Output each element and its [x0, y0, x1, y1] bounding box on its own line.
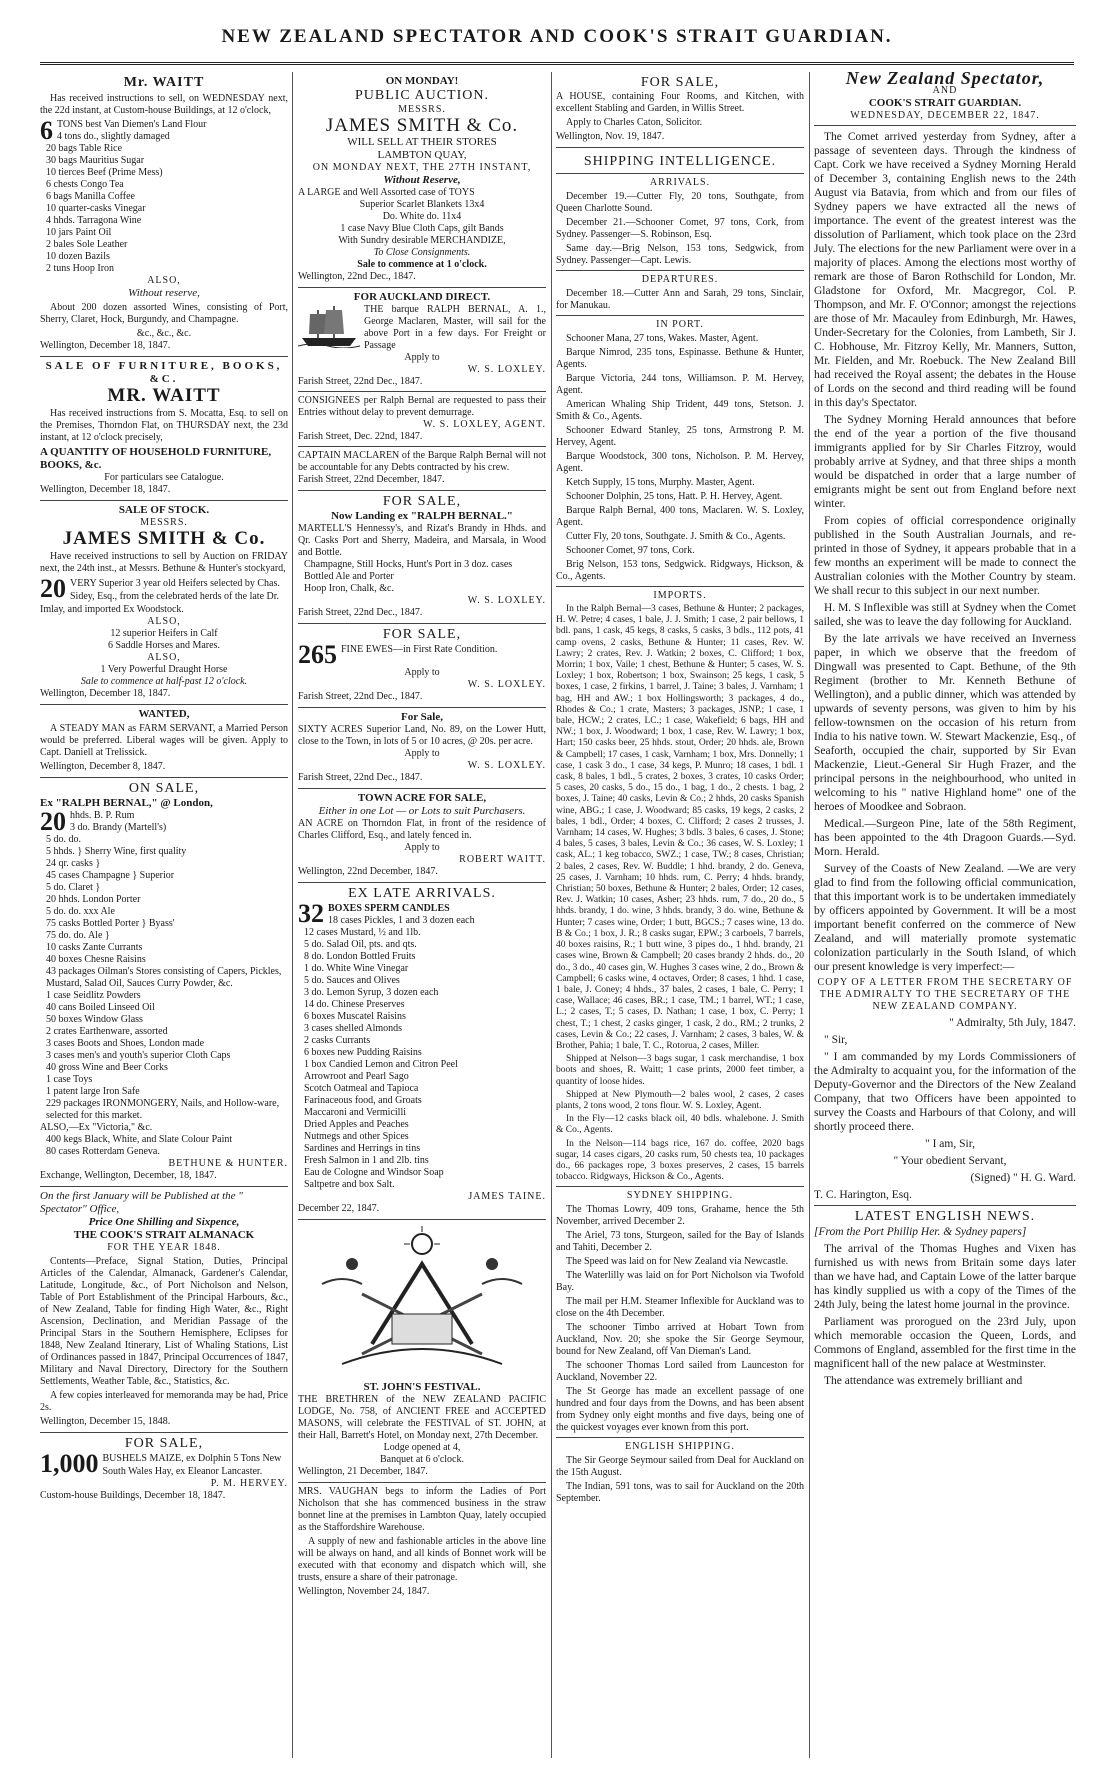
ad-note: Lodge opened at 4,: [383, 1442, 461, 1453]
ad-body: BUSHELS MAIZE, ex Dolphin 5 Tons New South Wales Hay, ex Eleanor Lancaster.: [102, 1453, 282, 1477]
ad-auctioneer: JAMES SMITH & Co.: [325, 115, 519, 136]
ad-furniture-sale: [40, 357, 288, 501]
list-item: 5 hhds. } Sherry Wine, first quality: [46, 846, 187, 857]
ad-signature: W. S. LOXLEY.: [467, 760, 546, 771]
item-list: [40, 1134, 288, 1158]
list-item: 14 do. Chinese Preserves: [304, 999, 405, 1010]
list-item: 5 do. do.: [46, 834, 81, 845]
ad-body: CAPTAIN MACLAREN of the Barque Ralph Bernal will not be accountable for any Debts contracted by his crew.: [298, 450, 546, 473]
list-item: 2 tuns Hoop Iron: [46, 263, 115, 274]
list-item: 3 do. Lemon Syrup, 3 dozen each: [304, 987, 439, 998]
ad-signature: P. M. HERVEY.: [210, 1478, 288, 1489]
ad-item: 6 Saddle Horses and Mares.: [108, 640, 220, 651]
subsection-heading: ENGLISH SHIPPING.: [625, 1441, 735, 1453]
list-item: Dried Apples and Peaches: [304, 1119, 409, 1130]
ad-body: MARTELL'S Hennessy's, and Rizat's Brandy in Hhds. and Qr. Casks Port and Sherry, Madeira, and Marsala, in Wood and Bottle.: [298, 523, 546, 558]
apply-label: Apply to Charles Caton, Solicitor.: [566, 117, 703, 128]
list-item: With Sundry desirable MERCHANDIZE,: [338, 235, 506, 246]
sydney-shipping-entry: The St George has made an excellent passage of one hundred and four days from the Downs, and has been absent from Sydney only eight months and five days, being one of the quickest voyages ever known from this port.: [556, 1386, 804, 1434]
editorial-subtitle: COOK'S STRAIT GUARDIAN.: [868, 97, 1022, 109]
letter-closing: " I am, Sir,: [925, 1138, 975, 1150]
list-item: hhds. B. P. Rum: [70, 810, 135, 821]
sydney-shipping-list: [556, 1204, 804, 1434]
item-list: [298, 559, 546, 595]
english-shipping-list: [556, 1455, 804, 1505]
ad-signature: W. S. LOXLEY.: [467, 595, 546, 606]
ad-house-for-sale: [556, 72, 804, 148]
port-entry: Brig Nelson, 153 tons, Sedgwick. Ridgways, Hickson, & Co., Agents.: [556, 559, 804, 582]
letter-salutation: " Sir,: [824, 1034, 848, 1046]
ad-body: A supply of new and fashionable articles in the above line will be always on hand, and all kinds of Bonnet work will be executed with that economy and dispatch which will, she trusts, ensure a share of their patronage.: [298, 1536, 546, 1583]
port-entry: Barque Nimrod, 235 tons, Espinasse. Bethune & Hunter, Agents.: [556, 347, 804, 370]
list-item: 10 tierces Beef (Prime Mess): [46, 167, 163, 178]
port-entry: Barque Victoria, 244 tons, Williamson. P. M. Hervey, Agent.: [556, 373, 804, 396]
list-item: 12 cases Mustard, ½ and 1lb.: [304, 927, 421, 938]
ad-date: Wellington, 22nd December, 1847.: [298, 866, 438, 877]
column-rule: [551, 72, 552, 1758]
list-item: Eau de Cologne and Windsor Soap: [304, 1167, 444, 1178]
list-item: 3 cases men's and youth's superior Cloth Caps: [46, 1050, 231, 1061]
ad-subheading: Now Landing ex "RALPH BERNAL.": [331, 510, 513, 522]
letter-closing: " Your obedient Servant,: [893, 1155, 1007, 1167]
editorial-paragraph: The Comet arrived yesterday from Sydney, after a passage of seventeen days. Through the kindness of Capt. Cork we have received a Sydney Morning Herald of December 3, containing English news to the 24th August via Batavia, from which and from our files of Sydney papers we have extracted all the news of importance. The event of the greatest interest was the dissolution of Parliament, which took place on the 23rd July. The elections for the new Parliament were over in a majority of places. Among the elections most worthy of remark are those of Baron Rothschild for London, Mr. Gladstone for Oxford, Mr. Macgregor, Col. P. Thompson, and Mr. F. O'Connor; amongst the rejections are those of Mr. Macauley from Edinburgh, Mr. Hawes, Under-Secretary for the Colonies, from Lambeth, Sir J. C. Hobhouse, Mr. Fitzroy Kelly, Mr. Manners, Sutton, Mr. Fielden, and Mr. Roebuck. The New Zealand Bill had received the Royal assent; the debates in the House of Lords on the second and third reading will be found in this day's Spectator.: [814, 131, 1076, 409]
ad-date: Wellington, December 15, 1848.: [40, 1416, 171, 1427]
subsection-heading: IN PORT.: [656, 319, 704, 330]
list-item: 45 cases Champagne } Superior: [46, 870, 175, 881]
ad-date: Wellington, Nov. 19, 1847.: [556, 131, 665, 142]
item-list: [40, 116, 288, 275]
list-item: 1 do. White Wine Vinegar: [304, 963, 409, 974]
list-item: 2 casks Currants: [304, 1035, 371, 1046]
port-entry: Schooner Comet, 97 tons, Cork.: [566, 545, 695, 556]
list-item: 5 do. Sauces and Olives: [304, 975, 400, 986]
list-item: 50 boxes Window Glass: [46, 1014, 143, 1025]
quantity-number: 265: [298, 640, 337, 669]
list-item: 10 dozen Bazils: [46, 251, 110, 262]
editorial-masthead: New Zealand Spectator,: [845, 72, 1045, 88]
ad-heading: TOWN ACRE FOR SALE,: [357, 792, 487, 804]
list-item: 6 boxes Muscatel Raisins: [304, 1011, 406, 1022]
ad-subheading: Ex "RALPH BERNAL," @ London,: [40, 797, 213, 809]
ad-intro: Have received instructions to sell by Auction on FRIDAY next, the 24th inst., at Messrs. Bethune & Hunter's stockyard,: [40, 551, 288, 574]
editorial-paragraph: Survey of the Coasts of New Zealand. —We are very glad to find from the following official communication, that this important work is to be undertaken immediately by officers appointed by Government. It will be a most important benefit conferred on the commerce of New Zealand, and will materially promote systematic colonization particularly in the South Island, of which our present knowledge is very imperfect:—: [814, 863, 1076, 973]
column-rule: [809, 72, 810, 1758]
masthead-and: AND: [932, 85, 958, 96]
ad-date: Wellington, November 24, 1847.: [298, 1586, 430, 1597]
quantity-number: 20: [40, 574, 66, 603]
subsection-heading: SYDNEY SHIPPING.: [626, 1190, 734, 1202]
also-label: ALSO,: [147, 616, 181, 627]
ad-date: Farish Street, 22nd December, 1847.: [298, 474, 445, 485]
port-entry: Ketch Supply, 15 tons, Murphy. Master, Agent.: [566, 477, 755, 488]
ad-body: A HOUSE, containing Four Rooms, and Kitchen, with excellent Stabling and Garden, in Willis Street.: [556, 91, 804, 114]
ad-signature: JAMES TAINE.: [468, 1191, 546, 1202]
list-item: 30 bags Mauritius Sugar: [46, 155, 145, 166]
ad-date: Wellington, December 18, 1847.: [40, 688, 171, 699]
list-item: 18 cases Pickles, 1 and 3 dozen each: [328, 915, 475, 926]
list-item: 3 cases shelled Almonds: [304, 1023, 403, 1034]
ad-date: Exchange, Wellington, December, 18, 1847.: [40, 1170, 217, 1181]
imports-text: In the Nelson—114 bags rice, 167 do. coffee, 2020 bags sugar, 14 cases cigars, 20 casks rum, 50 chests tea, 10 packages do., 66 packages rope, 3 boxes preserves, 2 cases, 15 barrels tobacco. Ridgways, Hickson & Co., Agents.: [556, 1138, 804, 1183]
ad-wanted: [40, 705, 288, 778]
ad-date: Custom-house Buildings, December 18, 1847.: [40, 1490, 226, 1501]
etc: &c., &c., &c.: [136, 328, 192, 339]
ad-maize: [40, 1433, 288, 1506]
also-label: ALSO,—Ex "Victoria," &c.: [40, 1122, 153, 1133]
port-entry: Barque Woodstock, 300 tons, Nicholson. P. M. Hervey, Agent.: [556, 451, 804, 474]
ad-body: About 200 dozen assorted Wines, consisting of Port, Sherry, Claret, Hock, Burgundy, and Champagne.: [40, 302, 288, 325]
list-item: 1 box Candied Lemon and Citron Peel: [304, 1059, 458, 1070]
list-item: 10 jars Paint Oil: [46, 227, 112, 238]
list-item: 1 case Navy Blue Cloth Caps, gilt Bands: [340, 223, 504, 234]
column-rule: [292, 72, 293, 1758]
shipping-intelligence: [556, 154, 804, 1505]
ad-place: LAMBTON QUAY,: [377, 149, 467, 161]
masonic-emblem-icon: [302, 1224, 542, 1374]
imports-text: In the Fly—12 casks black oil, 40 bdls. whalebone. J. Smith & Co., Agents.: [556, 1114, 804, 1136]
list-item: 4 tons do., slightly damaged: [57, 131, 170, 142]
item-list: [298, 199, 546, 247]
list-item: 2 bales Sole Leather: [46, 239, 128, 250]
ad-note: For particulars see Catalogue.: [104, 472, 224, 483]
masthead: [40, 18, 1074, 65]
list-item: Hoop Iron, Chalk, &c.: [304, 583, 394, 594]
list-item: Do. White do. 11x4: [382, 211, 462, 222]
item-list: [298, 915, 546, 1191]
ad-date: Farish Street, Dec. 22nd, 1847.: [298, 431, 423, 442]
column-2: [298, 72, 546, 1758]
list-item: 4 hhds. Tarragona Wine: [46, 215, 142, 226]
ad-signature: BETHUNE & HUNTER.: [168, 1158, 288, 1169]
ad-note: Sale to commence at half-past 12 o'clock.: [80, 676, 248, 687]
price: Price One Shilling and Sixpence,: [88, 1216, 240, 1228]
list-item: 80 cases Rotterdam Geneva.: [46, 1146, 160, 1157]
list-item: 24 qr. casks }: [46, 858, 101, 869]
ad-item: 12 superior Heifers in Calf: [110, 628, 218, 639]
ad-heading: PUBLIC AUCTION.: [354, 88, 489, 103]
year: FOR THE YEAR 1848.: [107, 1242, 221, 1253]
ad-signature: W. S. LOXLEY, AGENT.: [423, 419, 546, 430]
ad-signature: ROBERT WAITT.: [459, 854, 546, 865]
item-list: [40, 807, 288, 1122]
column-4: [814, 72, 1076, 1758]
ad-heading: FOR SALE,: [382, 627, 462, 642]
list-item: 10 casks Zante Currants: [46, 942, 143, 953]
list-item: 8 do. London Bottled Fruits: [304, 951, 416, 962]
list-item: Farinaceous food, and Groats: [304, 1095, 422, 1106]
ad-ewes: [298, 624, 546, 708]
english-shipping-entry: The Indian, 591 tons, was to sail for Auckland on the 20th September.: [556, 1481, 804, 1505]
letter-signature: (Signed) " H. G. Ward.: [970, 1172, 1076, 1184]
quantity-number: 32: [298, 899, 324, 928]
list-item: Champagne, Still Hocks, Hunt's Port in 3 doz. cases: [304, 559, 513, 570]
ad-body: THE barque RALPH BERNAL, A. 1., George Maclaren, Master, will sail for the above Port in a few days. For Freight or Passage: [364, 304, 546, 351]
ad-public-auction: [298, 72, 546, 288]
apply-label: Apply to: [404, 748, 440, 759]
list-item: 43 packages Oilman's Stores consisting of Capers, Pickles, Mustard, Salad Oil, Sauces Curry Powder, &c.: [46, 966, 282, 989]
list-item: 10 quarter-casks Vinegar: [46, 203, 146, 214]
port-entry: Barque Ralph Bernal, 400 tons, Maclaren. W. S. Loxley, Agent.: [556, 505, 804, 528]
ad-heading: ST. JOHN'S FESTIVAL.: [363, 1381, 481, 1393]
ad-signature: W. S. LOXLEY.: [467, 364, 546, 375]
ad-heading: FOR SALE,: [124, 1436, 204, 1451]
ad-note: Banquet at 6 o'clock.: [380, 1454, 464, 1465]
list-item: 5 do. do. xxx Ale: [46, 906, 115, 917]
ad-almanack: [40, 1187, 288, 1433]
ad-body: VERY Superior 3 year old Heifers selected by Chas. Sidey, Esq., from the celebrated herds of the late Dr. Imlay, and imported Ex Woodstock.: [40, 578, 280, 615]
editorial-paragraph: By the late arrivals we have received an Inverness paper, in which we observe that the freedom of Dingwall was presented to Capt. Bethune, of the 9th Regiment (brother to Mr. Kenneth Bethune of Wellington), and a public dinner, which was attended by upwards of seventy persons, was given to him by his fellow-townsmen on the occasion of his return from India to his native town. W. Stewart Mackenzie, Esq., of Seaforth, occupied the chair, supported by Sir Evan Mackenzie, Lieut.-General Sir Hugh Frazer, and the principal persons in the neighbourhood, who united in welcoming to his " native Highland home" one of the heroes of Moodkee and Sobraon.: [814, 633, 1076, 813]
list-item: Fresh Salmon in 1 and 2lb. tins: [304, 1155, 429, 1166]
list-item: TONS best Van Diemen's Land Flour: [57, 119, 207, 130]
ad-body: THE BRETHREN of the NEW ZEALAND PACIFIC LODGE, No. 758, of ANCIENT FREE and ACCEPTED MASONS, will celebrate the FESTIVAL of ST. JOHN, at their Hall, Barrett's Hotel, on Monday next, 27th December.: [298, 1394, 546, 1441]
ad-heading: FOR SALE,: [382, 494, 462, 509]
list-item: Superior Scarlet Blankets 13x4: [359, 199, 485, 210]
ad-date: Wellington, 22nd Dec., 1847.: [298, 271, 416, 282]
ad-date: December 22, 1847.: [298, 1203, 380, 1214]
list-item: Arrowroot and Pearl Sago: [304, 1071, 409, 1082]
apply-label: Apply to: [404, 842, 440, 853]
section-heading: SHIPPING INTELLIGENCE.: [583, 154, 777, 169]
ad-heading: FOR AUCKLAND DIRECT.: [353, 291, 491, 303]
port-entry: Schooner Edward Stanley, 25 tons, Armstrong P. M. Hervey, Agent.: [556, 425, 804, 448]
sydney-shipping-entry: The schooner Timbo arrived at Hobart Town from Auckland, Nov. 20; she spoke the Sir George Seymour, bound for New Zealand, off Van Dieman's Land.: [556, 1322, 804, 1358]
also-label: ALSO,: [147, 652, 181, 663]
ad-date: Wellington, December 18, 1847.: [40, 484, 171, 495]
letter-heading: COPY OF A LETTER FROM THE SECRETARY OF THE ADMIRALTY TO THE SECRETARY OF THE NEW ZEALAND COMPANY.: [817, 977, 1073, 1012]
ad-heading: SALE OF STOCK.: [118, 504, 210, 516]
port-entry: American Whaling Ship Trident, 449 tons, Stetson. J. Smith & Co., Agents.: [556, 399, 804, 422]
ad-town-acre: [298, 789, 546, 883]
departures-list: [556, 288, 804, 312]
list-item: Maccaroni and Vermicilli: [304, 1107, 407, 1118]
sydney-shipping-entry: The mail per H.M. Steamer Inflexible for Auckland was to close on the 4th December.: [556, 1296, 804, 1320]
ad-auckland-direct: [298, 288, 546, 491]
letter-body: " I am commanded by my Lords Commissioners of the Admiralty to acquaint you, for the information of the Deputy-Governor and the Directors of the New Zealand Company, that two Officers have been appointed to survey the Coasts and Harbours of that Colony, and will shortly proceed there.: [814, 1051, 1076, 1133]
ad-auctioneer: MR. WAITT: [107, 385, 221, 406]
list-item: 400 kegs Black, White, and Slate Colour Paint: [46, 1134, 233, 1145]
list-item: 3 cases Boots and Shoes, London made: [46, 1038, 205, 1049]
list-item: 20 bags Table Rice: [46, 143, 123, 154]
list-item: 6 chests Congo Tea: [46, 179, 124, 190]
ad-date: Farish Street, 22nd Dec., 1847.: [298, 376, 423, 387]
news-paragraph: Parliament was prorogued on the 23rd July, upon which memorable occasion the Queen, Lords, and Commons of England, assembled for the first time in the magnificent hall of the new palace at Westminster.: [814, 1316, 1076, 1370]
ad-heading: For Sale,: [401, 711, 443, 723]
editorial-body: [814, 130, 1076, 974]
ad-late-arrivals: [298, 883, 546, 1220]
list-item: 20 hhds. London Porter: [46, 894, 141, 905]
ad-intro: On the first January will be Published at the " Spectator" Office,: [40, 1190, 243, 1215]
ad-waitt-auction: [40, 72, 288, 357]
ad-kicker: ON MONDAY!: [385, 75, 459, 87]
editorial-paragraph: H. M. S Inflexible was still at Sydney when the Comet sailed, she was to leave the day following for Auckland.: [814, 602, 1076, 628]
list-item: Sardines and Herrings in tins: [304, 1143, 421, 1154]
sydney-shipping-entry: The Waterlilly was laid on for Port Nicholson via Twofold Bay.: [556, 1270, 804, 1294]
ad-note: A few copies interleaved for memoranda may be had, Price 2s.: [40, 1390, 288, 1413]
ad-body: A QUANTITY OF HOUSEHOLD FURNITURE, BOOKS, &c.: [40, 446, 272, 471]
arrival-entry: December 19.—Cutter Fly, 20 tons, Southgate, from Queen Charlotte Sound.: [556, 191, 804, 214]
editorial-paragraph: The Sydney Morning Herald announces that before the end of the year a portion of the five thousand immigrants applied for by Sir Charles Fitzroy, would probably arrive at Sydney, and that three ships a month would be dispatched in order that a large number of emigrants might be sent out from England before next winter.: [814, 414, 1076, 510]
ad-date: Farish Street, 22nd Dec., 1847.: [298, 772, 423, 783]
reserve-note: Without Reserve,: [383, 174, 461, 186]
ad-body: AN ACRE on Thorndon Flat, in front of the residence of Charles Clifford, Esq., and lately fenced in.: [298, 818, 546, 841]
quantity-number: 1,000: [40, 1449, 99, 1478]
ship-icon: [298, 304, 360, 348]
sydney-shipping-entry: The Speed was laid on for New Zealand via Newcastle.: [566, 1256, 789, 1268]
imports-text: Shipped at New Plymouth—2 bales wool, 2 cases, 2 cases plants, 2 tons wood, 2 tons flour. W. S. Loxley, Agent.: [556, 1089, 804, 1111]
arrivals-list: [556, 191, 804, 267]
subsection-heading: IMPORTS.: [653, 590, 707, 601]
ad-heading: Mr. WAITT: [123, 75, 205, 90]
news-source: [From the Port Phillip Her. & Sydney papers]: [814, 1226, 1027, 1238]
list-item: Nutmegs and other Spices: [304, 1131, 409, 1142]
editorial-date: WEDNESDAY, DECEMBER 22, 1847.: [814, 110, 1076, 126]
ad-heading: FOR SALE,: [640, 75, 720, 90]
ad-intro: Has received instructions from S. Mocatta, Esq. to sell on the Premises, Thorndon Flat, on THURSDAY next, the 23d instant, at 12 o'clock precisely,: [40, 408, 288, 443]
list-item: 6 boxes new Pudding Raisins: [304, 1047, 422, 1058]
sydney-shipping-entry: The schooner Thomas Lord sailed from Launceston for Auckland, November 22.: [556, 1360, 804, 1384]
ad-item: 1 Very Powerful Draught Horse: [100, 664, 228, 675]
ad-when: ON MONDAY NEXT, THE 27TH INSTANT,: [312, 162, 532, 173]
list-item: Saltpetre and box Salt.: [304, 1179, 395, 1190]
ad-subheading: Either in one Lot — or Lots to suit Purchasers.: [318, 805, 526, 817]
list-item: Bottled Ale and Porter: [304, 571, 394, 582]
ad-body: Contents—Preface, Signal Station, Duties, Principal Articles of the Calendar, Almanack, Gardener's Calendar, Latitude, Longitude, &c., of Port Nicholson and Nelson, Table of Port Establishment of the Principal Harbours, &c., of New Zealand, Table for finding High Water, &c., Right Ascension, Declination, and Meridian Passage of the Principal Stars in the Southern Hemisphere, Eclipses for 1848, New Zealand Itinerary, List of Whaling Stations, List of Ordinances passed in 1847, Principal Occurrences of 1847, Military and Naval Directory, Directory for the Southern Settlements, Weather Table, &c., Statistics, &c.: [40, 1256, 288, 1387]
ad-heading: THE COOK'S STRAIT ALMANACK: [73, 1229, 255, 1241]
news-paragraph: The arrival of the Thomas Hughes and Vixen has furnished us with news from Britain some days later than we have had, and Captain Lowe of the latter barque has kindly supplied us with a copy of the Times of the 24th July, being the latest home journal in the province.: [814, 1243, 1076, 1311]
news-paragraph: The attendance was extremely brilliant and: [824, 1375, 1023, 1387]
list-item: 75 do. do. Ale }: [46, 930, 110, 941]
list-item: 2 crates Earthenware, assorted: [46, 1026, 168, 1037]
column-1: [40, 72, 288, 1758]
port-entry: Cutter Fly, 20 tons, Southgate. J. Smith & Co., Agents.: [566, 531, 786, 542]
subsection-heading: DEPARTURES.: [641, 274, 719, 285]
ad-date: Farish Street, 22nd Dec., 1847.: [298, 691, 423, 702]
ad-mrs-vaughan: [298, 1483, 546, 1602]
ad-heading: WANTED,: [138, 708, 190, 720]
column-3: [556, 72, 804, 1758]
letter-date: " Admiralty, 5th July, 1847.: [949, 1017, 1076, 1029]
list-item: 229 packages IRONMONGERY, Nails, and Hollow-ware, selected for this market.: [46, 1098, 280, 1121]
ad-body: A LARGE and Well Assorted case of TOYS: [298, 187, 475, 198]
imports-text: Shipped at Nelson—3 bags sugar, 1 cask merchandise, 1 box boots and shoes, R. Waitt; 1 case prints, 2000 feet timber, a quantity of loose hides.: [556, 1054, 804, 1087]
list-item: 1 case Seidlitz Powders: [46, 990, 141, 1001]
apply-label: Apply to: [404, 667, 440, 678]
subsection-heading: ARRIVALS.: [649, 177, 711, 188]
messrs-label: MESSRS.: [140, 517, 188, 528]
ad-intro: Has received instructions to sell, on WEDNESDAY next, the 22d instant, at Custom-house Buildings, at 12 o'clock,: [40, 93, 288, 116]
port-entry: Schooner Mana, 27 tons, Wakes. Master, Agent.: [566, 333, 759, 344]
list-item: 3 do. Brandy (Martell's): [70, 822, 167, 833]
ad-note: Sale to commence at 1 o'clock.: [357, 259, 487, 270]
ad-date: Wellington, 21 December, 1847.: [298, 1466, 428, 1477]
list-item: 6 bags Manilla Coffee: [46, 191, 135, 202]
ad-signature: W. S. LOXLEY.: [467, 679, 546, 690]
ad-body: FINE EWES—in First Rate Condition.: [341, 644, 498, 655]
ad-land-for-sale: [298, 708, 546, 789]
ad-date: Wellington, December 18, 1847.: [40, 340, 171, 351]
ad-st-johns-festival: [298, 1378, 546, 1483]
ad-heading: SALE OF FURNITURE, BOOKS, &C.: [45, 360, 283, 385]
ad-date: Farish Street, 22nd Dec., 1847.: [298, 607, 423, 618]
ad-note: To Close Consignments.: [373, 247, 471, 258]
ad-now-landing: [298, 491, 546, 624]
ad-sale-of-stock: [40, 501, 288, 705]
list-item: 40 cans Boiled Linseed Oil: [46, 1002, 155, 1013]
newspaper-title: NEW ZEALAND SPECTATOR AND COOK'S STRAIT GUARDIAN.: [221, 26, 893, 47]
list-item: 5 do. Claret }: [46, 882, 101, 893]
arrival-entry: December 21.—Schooner Comet, 97 tons, Cork, from Sydney. Passenger—S. Robinson, Esq.: [556, 217, 804, 240]
sydney-shipping-entry: The Ariel, 73 tons, Sturgeon, sailed for the Bay of Islands and Tahiti, December 2.: [556, 1230, 804, 1254]
reserve-note: Without reserve,: [128, 287, 200, 299]
list-item: 1 patent large Iron Safe: [46, 1086, 140, 1097]
departure-entry: December 18.—Cutter Ann and Sarah, 29 tons, Sinclair, for Manukau.: [556, 288, 804, 311]
ad-date: Wellington, December 8, 1847.: [40, 761, 166, 772]
imports-text: In the Ralph Bernal—3 cases, Bethune & Hunter; 2 packages, H. W. Petre; 4 cases, 1 bale, J. J. Smith; 1 case, 2 pair bellows, 1 bdl. pans, 1 cask, 45 kegs, 8 casks, 5 casks, 3 bdls., 112 pots, 41 camp ovens, 2 casks, Bethune & Hunter; 11 cases, Rev. W. Lawry; 2 crates, Rev. J. Watkin; 2 boxes, C. Clifford; 1 box, Morrin; 1 box, Vaile; 1 chest, Bethune & Hunter; 5 cases, W. S. Loxley; 1 box, Robertson; 1 box, Swainson; 25 kegs, 1 cask, 5 boxes, 1 case, 2 firkins, 1 barrel, J. Taine; 3 bales, J. Varnham; 1 bag, HH and AW.; 1 box Hollingsworth; 3 packages, 4 do., Rhodes & Co.; 1 crate, Masters; 3 packages, JSNP.; 1 case, 1 bale, HCW.; 2 crates, LC.; 1 case, Wakefield; 6 bags, HH and NW.; 1 box, J. Woodward; 1 box, 1 case, Rev. W. Lawry; 1 box, Hart; 150 casks beer, 25 hhds. stout, Order; 20 hhds. ale, Brown & Campbell; 17 cases, 1 cask, Varnham; 1 box, Mrs. Donnelly; 1 case, 1 cask 3 do., 1 case, 34 kegs, P. Munro; 18 cases, 1 bdl. 1 cask, 8 bales, 1 bdl., 5 crates, 2 boxes, 3 crates, 10 casks Order; 5 cases, 20 casks, 5 do., 15 do., 1 bag, 1 do., 2 chests. 1 bag, 2 boxes, J. Taine; 40 casks, Levin & Co.; 2 hhds, 20 casks Spanish wine, ABG.; 1 case, J. Woodward; 85 casks, 19 kegs, 2 casks, 2 bales, 1 bdl., Order; 4 boxes, C. Clifford; 2 cases 2 trusses, J. Varnham; 14 cases, W. Hughes; 3 bdls. 3 bales, 6 cases, J. Stone; 4 bales, 5 cases, 3 bales, Levin & Co.; 36 cases, W. S. Loxley; 1 cask, AL.; 1 keg tobacco, SWZ.; 1 case, TW.; 8 cases, Christian; 2 bales, 2 cases, Rev. W. Buddle; 1 hhd. brandy, 2 do. Geneva, 25 cases, J. Varnham; 10 hhds. rum, C. Perry; 4 hhds. brandy, Christian; 50 boxes, Bethune & Hunter; 2 bales, Order; 12 cases, Rev. J. Watkin; 10 cases, Asher; 23 hhds. rum, 7 do., 20 do., 5 hhds. brandy, 1 do. wine, 3 hhds. brandy, 3 do. wine, Bethune & Hunter; 7 cases wine, Order; 1 butt, BGCS.; 7 cases wine, 13 do. B & Co.; 1 box, J. R.; 8 casks sugar, EPW.; 3 carboels, 7 barrels, 40 boxes raisins, R.; 1 butt wine, 3 pipes do., 1 hhd. brandy, 21 cases wine, Brown & Campbell; 20 cases brandy 2 hhds. do., 20 do., 3 do., 40 cases gin, W. Hughes 3 cases wine, 2 do., Brown & Campbell; 6 casks wine, 4 octaves, Order; 8 cases, 1 hhd. 1 case, 1 bale, J. Coney; 4 hhds., 37 bales, 2 cases, 1 bale, C. Perry; 1 case, Wallace; 46 cases, BR.; 1 case, TM.; 1 barrel, WT.; 1 case, L.; 2 cases, T.; 5 cases, D. Nathan; 1 case, 1 box, C. Perry; 1 chest, T.; 1 chest, 2 casks ginger, 1 cask, 2 do., RM.; 2 trunks, 2 cases, Levin & Co.; 22 cases, J. Varnham; 2 cases, 3 bales, W. & Brother, Pahia; 1 bale, T. C., Rotorua, 2 cases, Miller.: [556, 604, 804, 1051]
quantity-number: 6: [40, 116, 53, 145]
ad-line: WILL SELL AT THEIR STORES: [347, 136, 497, 148]
ad-on-sale: [40, 778, 288, 1187]
port-entry: Schooner Dolphin, 25 tons, Hatt. P. H. Hervey, Agent.: [566, 491, 783, 502]
english-shipping-entry: The Sir George Seymour sailed from Deal for Auckland on the 15th August.: [556, 1455, 804, 1479]
in-port-list: [556, 333, 804, 583]
ad-lead: BOXES SPERM CANDLES: [328, 903, 450, 914]
ad-auctioneer: JAMES SMITH & Co.: [62, 528, 266, 549]
ad-body: A STEADY MAN as FARM SERVANT, a Married Person would be preferred. Liberal wages will be given. Apply to Capt. Daniell at Trelissick.: [40, 723, 288, 758]
ad-heading: EX LATE ARRIVALS.: [348, 886, 496, 901]
list-item: 1 case Toys: [46, 1074, 93, 1085]
apply-label: Apply to: [404, 352, 440, 363]
list-item: 40 gross Wine and Beer Corks: [46, 1062, 168, 1073]
list-item: 75 casks Bottled Porter } Byass': [46, 918, 175, 929]
quantity-number: 20: [40, 807, 66, 836]
letter-recipient: T. C. Harington, Esq.: [814, 1189, 912, 1201]
ad-body: SIXTY ACRES Superior Land, No. 89, on the Lower Hutt, close to the Town, in lots of 5 or 10 acres, @ 20s. per acre.: [298, 724, 546, 747]
section-heading: LATEST ENGLISH NEWS.: [854, 1209, 1036, 1224]
list-item: Scotch Oatmeal and Tapioca: [304, 1083, 419, 1094]
ad-heading: ON SALE,: [128, 781, 200, 796]
editorial-paragraph: Medical.—Surgeon Pine, late of the 58th Regiment, has been appointed to the 4th Dragoon Guards.—Syd. Morn. Herald.: [814, 818, 1076, 858]
also-label: ALSO,: [147, 275, 181, 286]
messrs-label: MESSRS.: [398, 104, 446, 115]
sydney-shipping-entry: The Thomas Lowry, 409 tons, Grahame, hence the 5th November, arrived December 2.: [556, 1204, 804, 1228]
list-item: 40 boxes Chesne Raisins: [46, 954, 146, 965]
arrival-entry: Same day.—Brig Nelson, 153 tons, Sedgwick, from Sydney. Passenger—Capt. Lewis.: [556, 243, 804, 266]
ad-body: MRS. VAUGHAN begs to inform the Ladies of Port Nicholson that she has commenced business in the straw bonnet line at the premises in Lambton Quay, lately occupied as the Staffordshire Warehouse.: [298, 1486, 546, 1533]
editorial-paragraph: From copies of official correspondence originally published in the South Australian Journals, and re-printed in those of Sydney, it appears probable that in a few months an experiment will be made to connect the Australian colonies with the Mother Country by steam. We shall recur to this subject in our next number.: [814, 515, 1076, 597]
ad-body: CONSIGNEES per Ralph Bernal are requested to pass their Entries without delay to prevent demurrage.: [298, 395, 546, 418]
list-item: 5 do. Salad Oil, pts. and qts.: [304, 939, 417, 950]
